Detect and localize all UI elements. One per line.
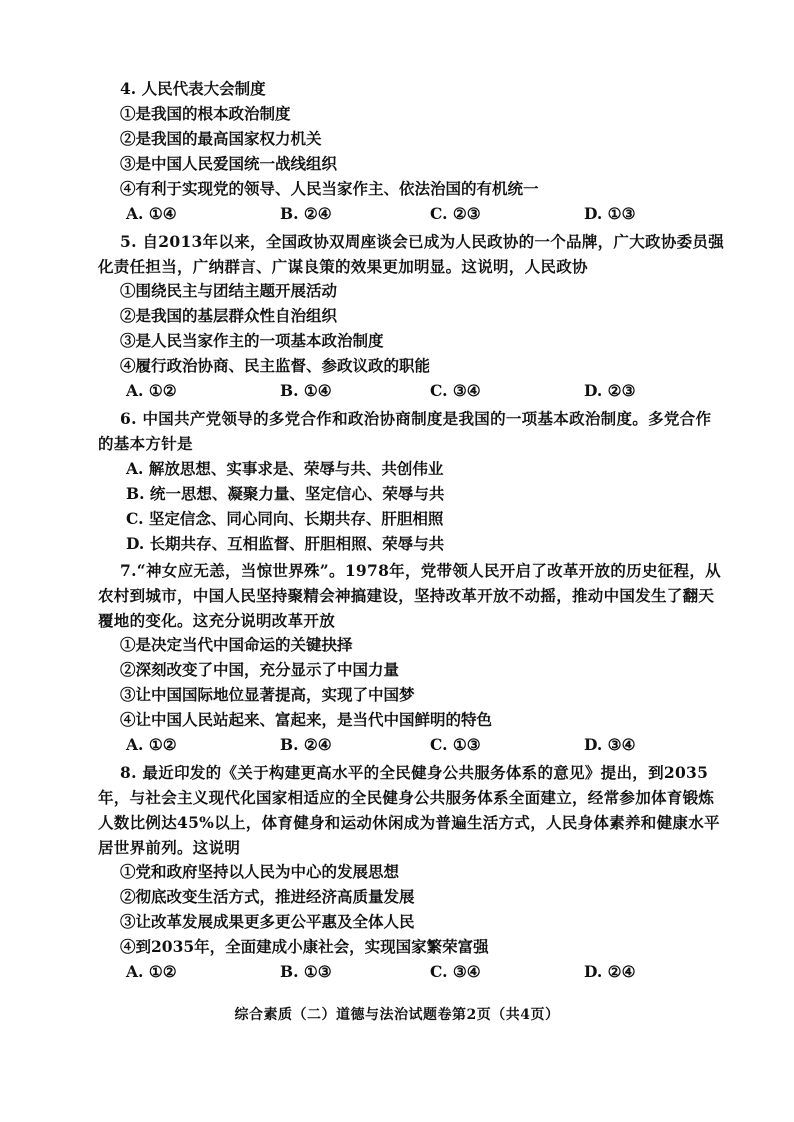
choice-b: B. ①④ [280, 381, 332, 400]
question-7-item-4: ④让中国人民站起来、富起来，是当代中国鲜明的特色 [120, 710, 493, 729]
choice-c: C. ③④ [430, 381, 481, 400]
question-6-option-a: A. 解放思想、实事求是、荣辱与共、共创伟业 [126, 459, 444, 478]
choice-b: B. ②④ [280, 735, 332, 754]
choice-b: B. ②④ [280, 204, 332, 223]
choice-b: B. ①③ [280, 962, 332, 981]
choice-c: C. ③④ [430, 962, 481, 981]
question-7-choices [126, 735, 726, 757]
question-6-option-b: B. 统一思想、凝聚力量、坚定信心、荣辱与共 [126, 484, 445, 503]
question-7-item-3: ③让中国国际地位显著提高，实现了中国梦 [120, 685, 415, 704]
question-4-item-3: ③是中国人民爱国统一战线组织 [120, 154, 338, 173]
choice-d: D. ②④ [584, 962, 636, 981]
question-7-item-1: ①是决定当代中国命运的关键抉择 [120, 635, 353, 654]
question-6-option-c: C. 坚定信念、同心同向、长期共存、肝胆相照 [126, 509, 444, 528]
choice-d: D. ②③ [584, 381, 636, 400]
question-6-option-d: D. 长期共存、互相监督、肝胆相照、荣辱与共 [126, 534, 445, 553]
question-4-stem: 4. 人民代表大会制度 [120, 79, 266, 98]
choice-a: A. ①② [126, 735, 177, 754]
choice-a: A. ①② [126, 381, 177, 400]
question-8-item-4: ④到2035年，全面建成小康社会，实现国家繁荣富强 [120, 937, 489, 956]
question-7-stem: 7.“神女应无恙，当惊世界殊”。1978年，党带领人民开启了改革开放的历史征程，从农村到城市，中国人民坚持聚精会神搞建设，坚持改革开放不动摇，推动中国发生了翻天覆地的变化。这充分说明改革开放 [98, 561, 721, 630]
question-5-item-4: ④履行政治协商、民主监督、参政议政的职能 [120, 356, 431, 375]
page-footer: 综合素质（二）道德与法治试题卷第2页（共4页） [234, 1007, 560, 1023]
question-5-item-3: ③是人民当家作主的一项基本政治制度 [120, 331, 384, 350]
question-5-item-2: ②是我国的基层群众性自治组织 [120, 306, 338, 325]
choice-d: D. ①③ [584, 204, 636, 223]
choice-c: C. ①③ [430, 735, 481, 754]
question-5-stem: 5. 自2013年以来，全国政协双周座谈会已成为人民政协的一个品牌，广大政协委员强化责任担当，广纳群言、广谋良策的效果更加明显。这说明，人民政协 [98, 232, 725, 276]
question-6-stem: 6. 中国共产党领导的多党合作和政治协商制度是我国的一项基本政治制度。多党合作的基本方针是 [98, 409, 712, 453]
question-8-item-1: ①党和政府坚持以人民为中心的发展思想 [120, 862, 400, 881]
question-5-choices [126, 381, 726, 403]
question-8-choices [126, 962, 726, 984]
question-4-item-4: ④有利于实现党的领导、人民当家作主、依法治国的有机统一 [120, 179, 539, 198]
choice-d: D. ③④ [584, 735, 636, 754]
question-8-stem: 8. 最近印发的《关于构建更高水平的全民健身公共服务体系的意见》提出，到2035年，与社会主义现代化国家相适应的全民健身公共服务体系全面建立，经常参加体育锻炼人数比例达45%以上，体育健身和运动休闲成为普遍生活方式，人民身体素养和健康水平居世界前列。这说明 [98, 763, 720, 857]
choice-a: A. ①② [126, 962, 177, 981]
choice-c: C. ②③ [430, 204, 481, 223]
question-4-item-1: ①是我国的根本政治制度 [120, 104, 291, 123]
question-8-item-2: ②彻底改变生活方式，推进经济高质量发展 [120, 887, 415, 906]
question-7-item-2: ②深刻改变了中国，充分显示了中国力量 [120, 660, 400, 679]
question-4-item-2: ②是我国的最高国家权力机关 [120, 129, 322, 148]
choice-a: A. ①④ [126, 204, 177, 223]
question-5-item-1: ①围绕民主与团结主题开展活动 [120, 281, 338, 300]
question-4-choices [126, 204, 726, 226]
question-8-item-3: ③让改革发展成果更多更公平惠及全体人民 [120, 912, 415, 931]
